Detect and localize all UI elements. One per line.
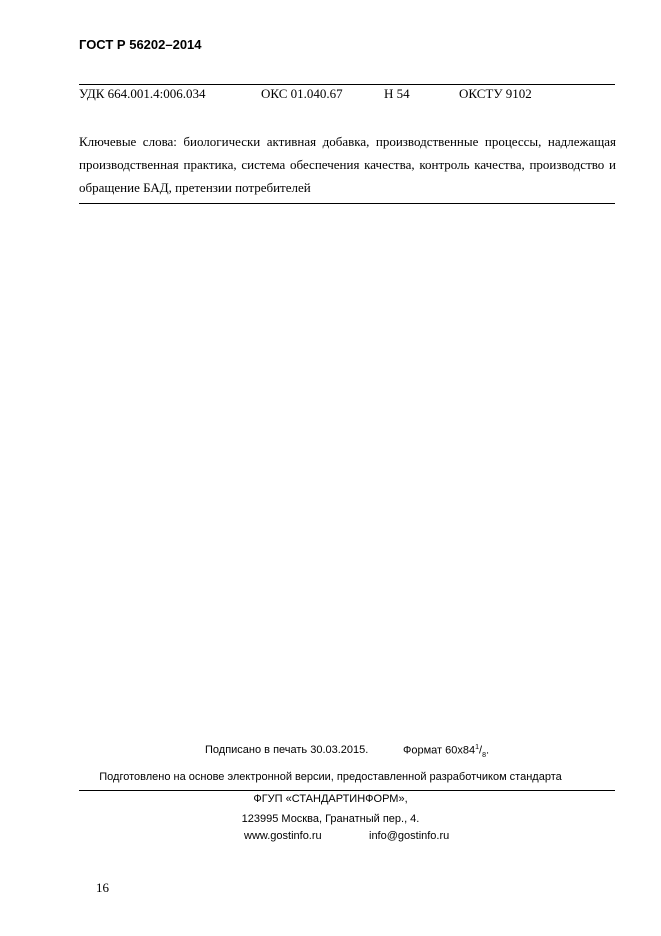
page-number: 16 bbox=[96, 880, 109, 895]
keywords-paragraph: Ключевые слова: биологически активная добавка, производственные процессы, надлежащая производственная практика, система обеспечения качества, контроль качества, производство и обращение БАД, претензии потребителей bbox=[79, 134, 616, 195]
signed-date: Подписано в печать 30.03.2015. bbox=[205, 744, 369, 756]
okstu-code: ОКСТУ 9102 bbox=[459, 86, 532, 101]
email-link[interactable]: info@gostinfo.ru bbox=[369, 830, 450, 842]
publisher-address: 123995 Москва, Гранатный пер., 4. bbox=[241, 813, 420, 825]
website-link[interactable]: www.gostinfo.ru bbox=[244, 830, 322, 842]
classifier-code: Н 54 bbox=[384, 86, 410, 101]
udk-code: УДК 664.001.4:006.034 bbox=[79, 86, 206, 101]
paper-format: Формат $60х84^1/_8$. bbox=[403, 744, 490, 759]
classification-codes bbox=[0, 86, 661, 104]
prepared-note: Подготовлено на основе электронной версии, предоставленной разработчиком стандарта bbox=[99, 771, 562, 783]
publisher-name: ФГУП «СТАНДАРТИНФОРМ», bbox=[253, 793, 408, 805]
paper-format-prefix: Формат 60х84 bbox=[403, 744, 476, 757]
document-header: ГОСТ Р 56202–2014 bbox=[79, 37, 202, 52]
imprint-rule bbox=[79, 790, 615, 791]
paper-format-suffix: . bbox=[485, 744, 490, 757]
paper-format-numerator: 1 bbox=[475, 744, 480, 751]
oks-code: ОКС 01.040.67 bbox=[261, 86, 343, 101]
keywords-bottom-rule bbox=[79, 203, 615, 204]
top-rule bbox=[79, 84, 615, 85]
paper-format-denominator: 8 bbox=[482, 751, 486, 759]
